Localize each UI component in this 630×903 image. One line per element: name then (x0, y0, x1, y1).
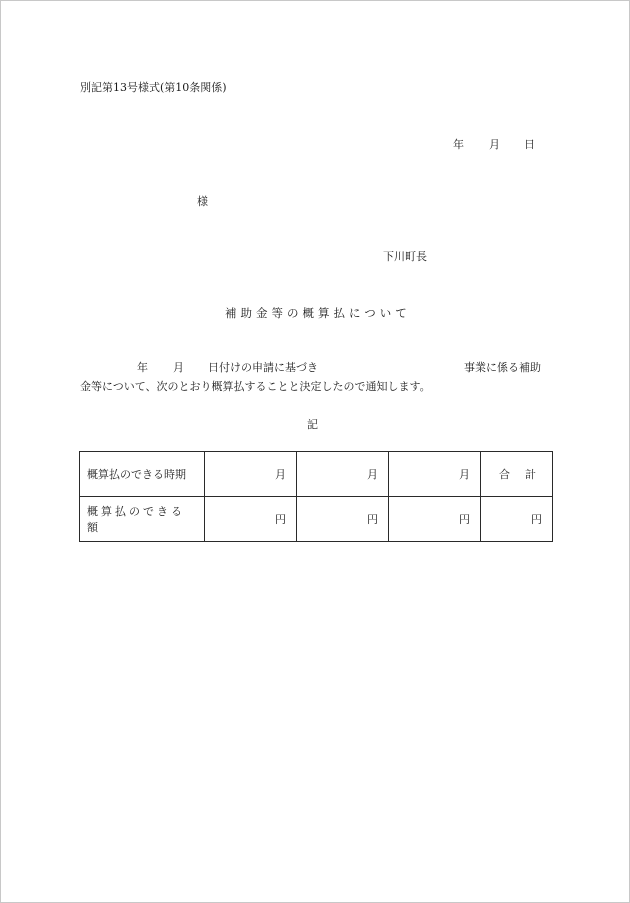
payment-schedule-table (79, 451, 553, 542)
form-label: 別記第13号様式(第10条関係) (80, 81, 227, 94)
timing-cell: 月 (205, 452, 297, 497)
body-year-label: 年 (137, 361, 148, 374)
amount-row-label: 概算払のできる額 (80, 497, 205, 542)
body-line1-end: 事業に係る補助 (464, 361, 541, 374)
recipient-honorific: 様 (197, 195, 208, 208)
date-day-label: 日 (524, 138, 535, 151)
timing-row-label: 概算払のできる時期 (80, 452, 205, 497)
amount-cell: 円 (297, 497, 389, 542)
body-line2: 金等について、次のとおり概算払することと決定したので通知します。 (80, 380, 431, 393)
total-label-right: 計 (525, 468, 536, 481)
date-year-label: 年 (453, 138, 464, 151)
amount-cell: 円 (205, 497, 297, 542)
amount-total-cell: 円 (481, 497, 553, 542)
timing-cell: 月 (389, 452, 481, 497)
ki-heading: 記 (307, 418, 318, 431)
body-dated-text: 日付けの申請に基づき (208, 361, 318, 374)
issuer-name: 下川町長 (383, 250, 427, 263)
total-label-left: 合 (499, 468, 510, 481)
body-month-label: 月 (173, 361, 184, 374)
table-row-amount (80, 497, 553, 542)
table-row-timing (80, 452, 553, 497)
amount-cell: 円 (389, 497, 481, 542)
document-title: 補助金等の概算払について (225, 306, 411, 320)
timing-total-cell (481, 452, 553, 497)
date-month-label: 月 (489, 138, 500, 151)
timing-cell: 月 (297, 452, 389, 497)
